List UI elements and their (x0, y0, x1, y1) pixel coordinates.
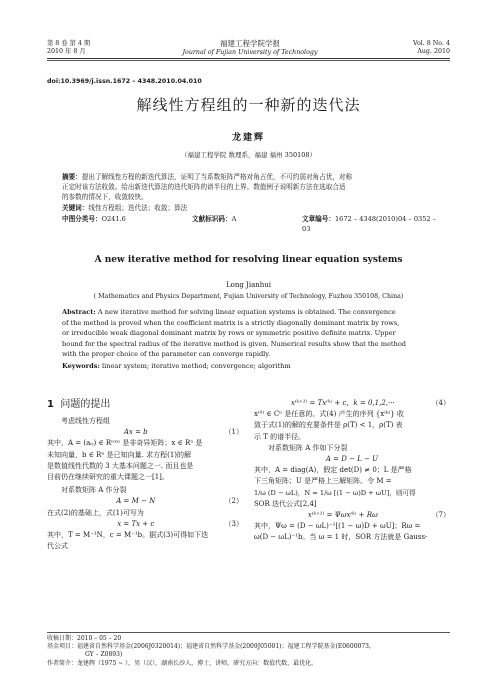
section-number: 1 (47, 399, 54, 410)
footnote-fund: 基金项目：福建省自然科学基金(2006J0320014)；福建省自然科学基金(2009J05001)；福建工程学院基金(E0600073， (47, 643, 375, 651)
paragraph (254, 409, 450, 443)
footnote-received: 收稿日期：2010 – 05 – 20 (47, 635, 122, 642)
equation-number: （4） (431, 399, 450, 407)
footnote-rule (47, 632, 450, 633)
equation-number: （2） (224, 497, 243, 506)
section-title: 问题的提出 (60, 399, 111, 410)
footnote-fund-cont: GY – Z0893) (85, 651, 123, 659)
paragraph: 对系数矩阵 A 作分裂 (61, 486, 127, 495)
header-rule (47, 58, 450, 59)
text-line: 1/ω (D − ωL)，N = 1/ω [(1 − ω)D + ωU]，则可得 (254, 488, 416, 497)
text-line: 敛于式(1)的解的充要条件是 ρ(T) < 1，ρ(T) 表 (254, 421, 403, 430)
text-line: 其中，T = M⁻¹N，c = M⁻¹b。据式(3)可得如下迭 (47, 531, 209, 540)
title-en: A new iterative method for resolving linear equation systems (94, 255, 403, 265)
abstract-cn-label: 摘要： (62, 173, 82, 181)
text-line: 示 T 的谱半径。 (254, 432, 306, 441)
paragraph: 在式(2)的基础上，式(1)可写为 (47, 508, 144, 517)
text-line: ω(D − ωL)⁻¹b。当 ω = 1 时，SOR 方法就是 Gauss- (254, 533, 428, 542)
text-line: 目前仍在继续研究的重大课题之一[1]。 (47, 473, 169, 482)
keywords-en-label: Keywords: (62, 361, 100, 370)
text-line: 代公式 (47, 542, 68, 551)
text-line: SOR 迭代公式[2,4] (254, 499, 317, 508)
left-column (47, 398, 243, 552)
header-rule-thin (47, 60, 450, 61)
footnote (47, 635, 450, 668)
abstract-en-label: Abstract: (62, 308, 96, 316)
doi: doi:10.3969/j.issn.1672 – 4348.2010.04.010 (47, 78, 202, 85)
header-journal-cn: 福建工程学院学报 (220, 39, 280, 48)
equation-7: x⁽ᵏ⁺¹⁾ = Ψωx⁽ᵏ⁾ + Rω （7） (254, 510, 450, 521)
paragraph (254, 521, 450, 543)
equation-number: （7） (431, 511, 450, 520)
header-journal-en: Journal of Fujian University of Technology (182, 49, 318, 56)
abstract-en-line: of the method is proved when the coefficient matrix is a strictly diagonally dominant matrix by rows, (62, 318, 400, 327)
article-id-label: 文章编号： (302, 215, 335, 223)
classification-row (62, 214, 440, 234)
abstract-cn (62, 172, 440, 234)
equation-4: x⁽ᵏ⁺¹⁾ = Tx⁽ᵏ⁾ + c，k = 0,1,2,··· （4） (254, 398, 450, 409)
right-column (254, 398, 450, 544)
paragraph: 考虑线性方程组 (61, 417, 110, 425)
keywords-cn-label: 关键词： (62, 204, 89, 212)
equation-2: A = M − N （2） (47, 496, 243, 507)
doc-code-value: A (231, 215, 237, 223)
text-line: 其中，A = (aᵢⱼ) ∈ Rⁿˣⁿ 是非奇异矩阵；x ∈ Rⁿ 是 (47, 439, 203, 448)
text-line: x⁽⁰⁾ ∈ Cⁿ 是任意的。式(4) 产生的序列 {x⁽ᵏ⁾} 收 (254, 410, 404, 419)
clc-value: O241.6 (101, 215, 126, 223)
paragraph: 对系数矩阵 A 作如下分裂 (268, 443, 348, 452)
author-cn: 龙建辉 (231, 133, 265, 143)
abstract-en-line: bound for the spectral radius of the iterative method is given. Numerical results show that the method (62, 339, 407, 348)
abstract-en-line: or irreducible weak diagonal dominant matrix by rows or symmetric positive definite matrix. Upper (62, 329, 396, 338)
text-line: 其中，A = diag(A)，假定 det(D) ≠ 0；L 是严格 (254, 466, 412, 475)
article-id-value: 1672 – 4348(2010)04 – 0352 – 03 (302, 215, 436, 233)
text-line: 未知向量，b ∈ Rⁿ 是已知向量. 求方程(1)的解 (47, 450, 192, 459)
affiliation-en: ( Mathematics and Physics Department, Fujian University of Technology, Fuzhou 350108, China) (93, 293, 404, 300)
abstract-en-line: A new iterative method for solving linear equation systems is obtained. The convergence (97, 308, 396, 316)
text-line: 其中，Ψω = (D − ωL)⁻¹[(1 − ω)D + ωU]；Rω = (254, 522, 421, 531)
text-line: 是数值线性代数的 3 大基本问题之一. 而且也是 (47, 461, 194, 470)
equation-number: （1） (224, 428, 243, 437)
paragraph (47, 438, 243, 483)
section-heading (47, 398, 243, 412)
doc-code-label: 文献标识码： (192, 215, 232, 223)
keywords-en: linear system; iterative method; convergence; algorithm (102, 361, 291, 370)
text-line: 下三角矩阵；U 是严格上三解矩阵。令 M = (254, 477, 392, 486)
equation-5: A = D − L − U (325, 455, 379, 464)
header-volume-en: Vol. 8 No. 4 (413, 40, 450, 47)
title-cn: 解线性方程组的一种新的迭代法 (136, 96, 361, 114)
header-date-cn: 2010 年 8 月 (47, 48, 86, 55)
abstract-en (62, 307, 442, 372)
abstract-cn-line: 的参数的情况下，收敛较快。 (62, 193, 148, 201)
equation-1: Ax = b （1） (47, 427, 243, 438)
keywords-cn: 线性方程组；迭代法；收敛；算法 (88, 204, 188, 212)
equation-3: x = Tx + c （3） (47, 519, 243, 530)
abstract-en-line: with the proper choice of the parameter can converge rapidly. (62, 350, 271, 359)
header-date-en: Aug. 2010 (417, 48, 450, 55)
author-en: Long Jianhui (225, 281, 272, 289)
abstract-cn-line: 提出了解线性方程的新迭代算法，证明了当系数矩阵严格对角占优，不可约弱对角占优，对称 (81, 173, 353, 181)
abstract-cn-line: 正定时该方法收敛。给出新迭代算法的迭代矩阵的谱半径的上界。数值例子说明新方法在选取合适 (62, 183, 346, 191)
paragraph (47, 530, 243, 552)
equation-number: （3） (224, 519, 243, 528)
affiliation-cn: （福建工程学院 数理系，福建 福州 350108） (180, 151, 316, 159)
clc-label: 中图分类号： (62, 215, 102, 223)
paragraph (254, 465, 450, 510)
footnote-author: 作者简介：龙建辉（1975 ~ ），男（汉），湖南长沙人，博士，讲师，研究方向：数值代数，最优化。 (47, 659, 318, 667)
header-volume-cn: 第 8 卷 第 4 期 (47, 40, 91, 47)
